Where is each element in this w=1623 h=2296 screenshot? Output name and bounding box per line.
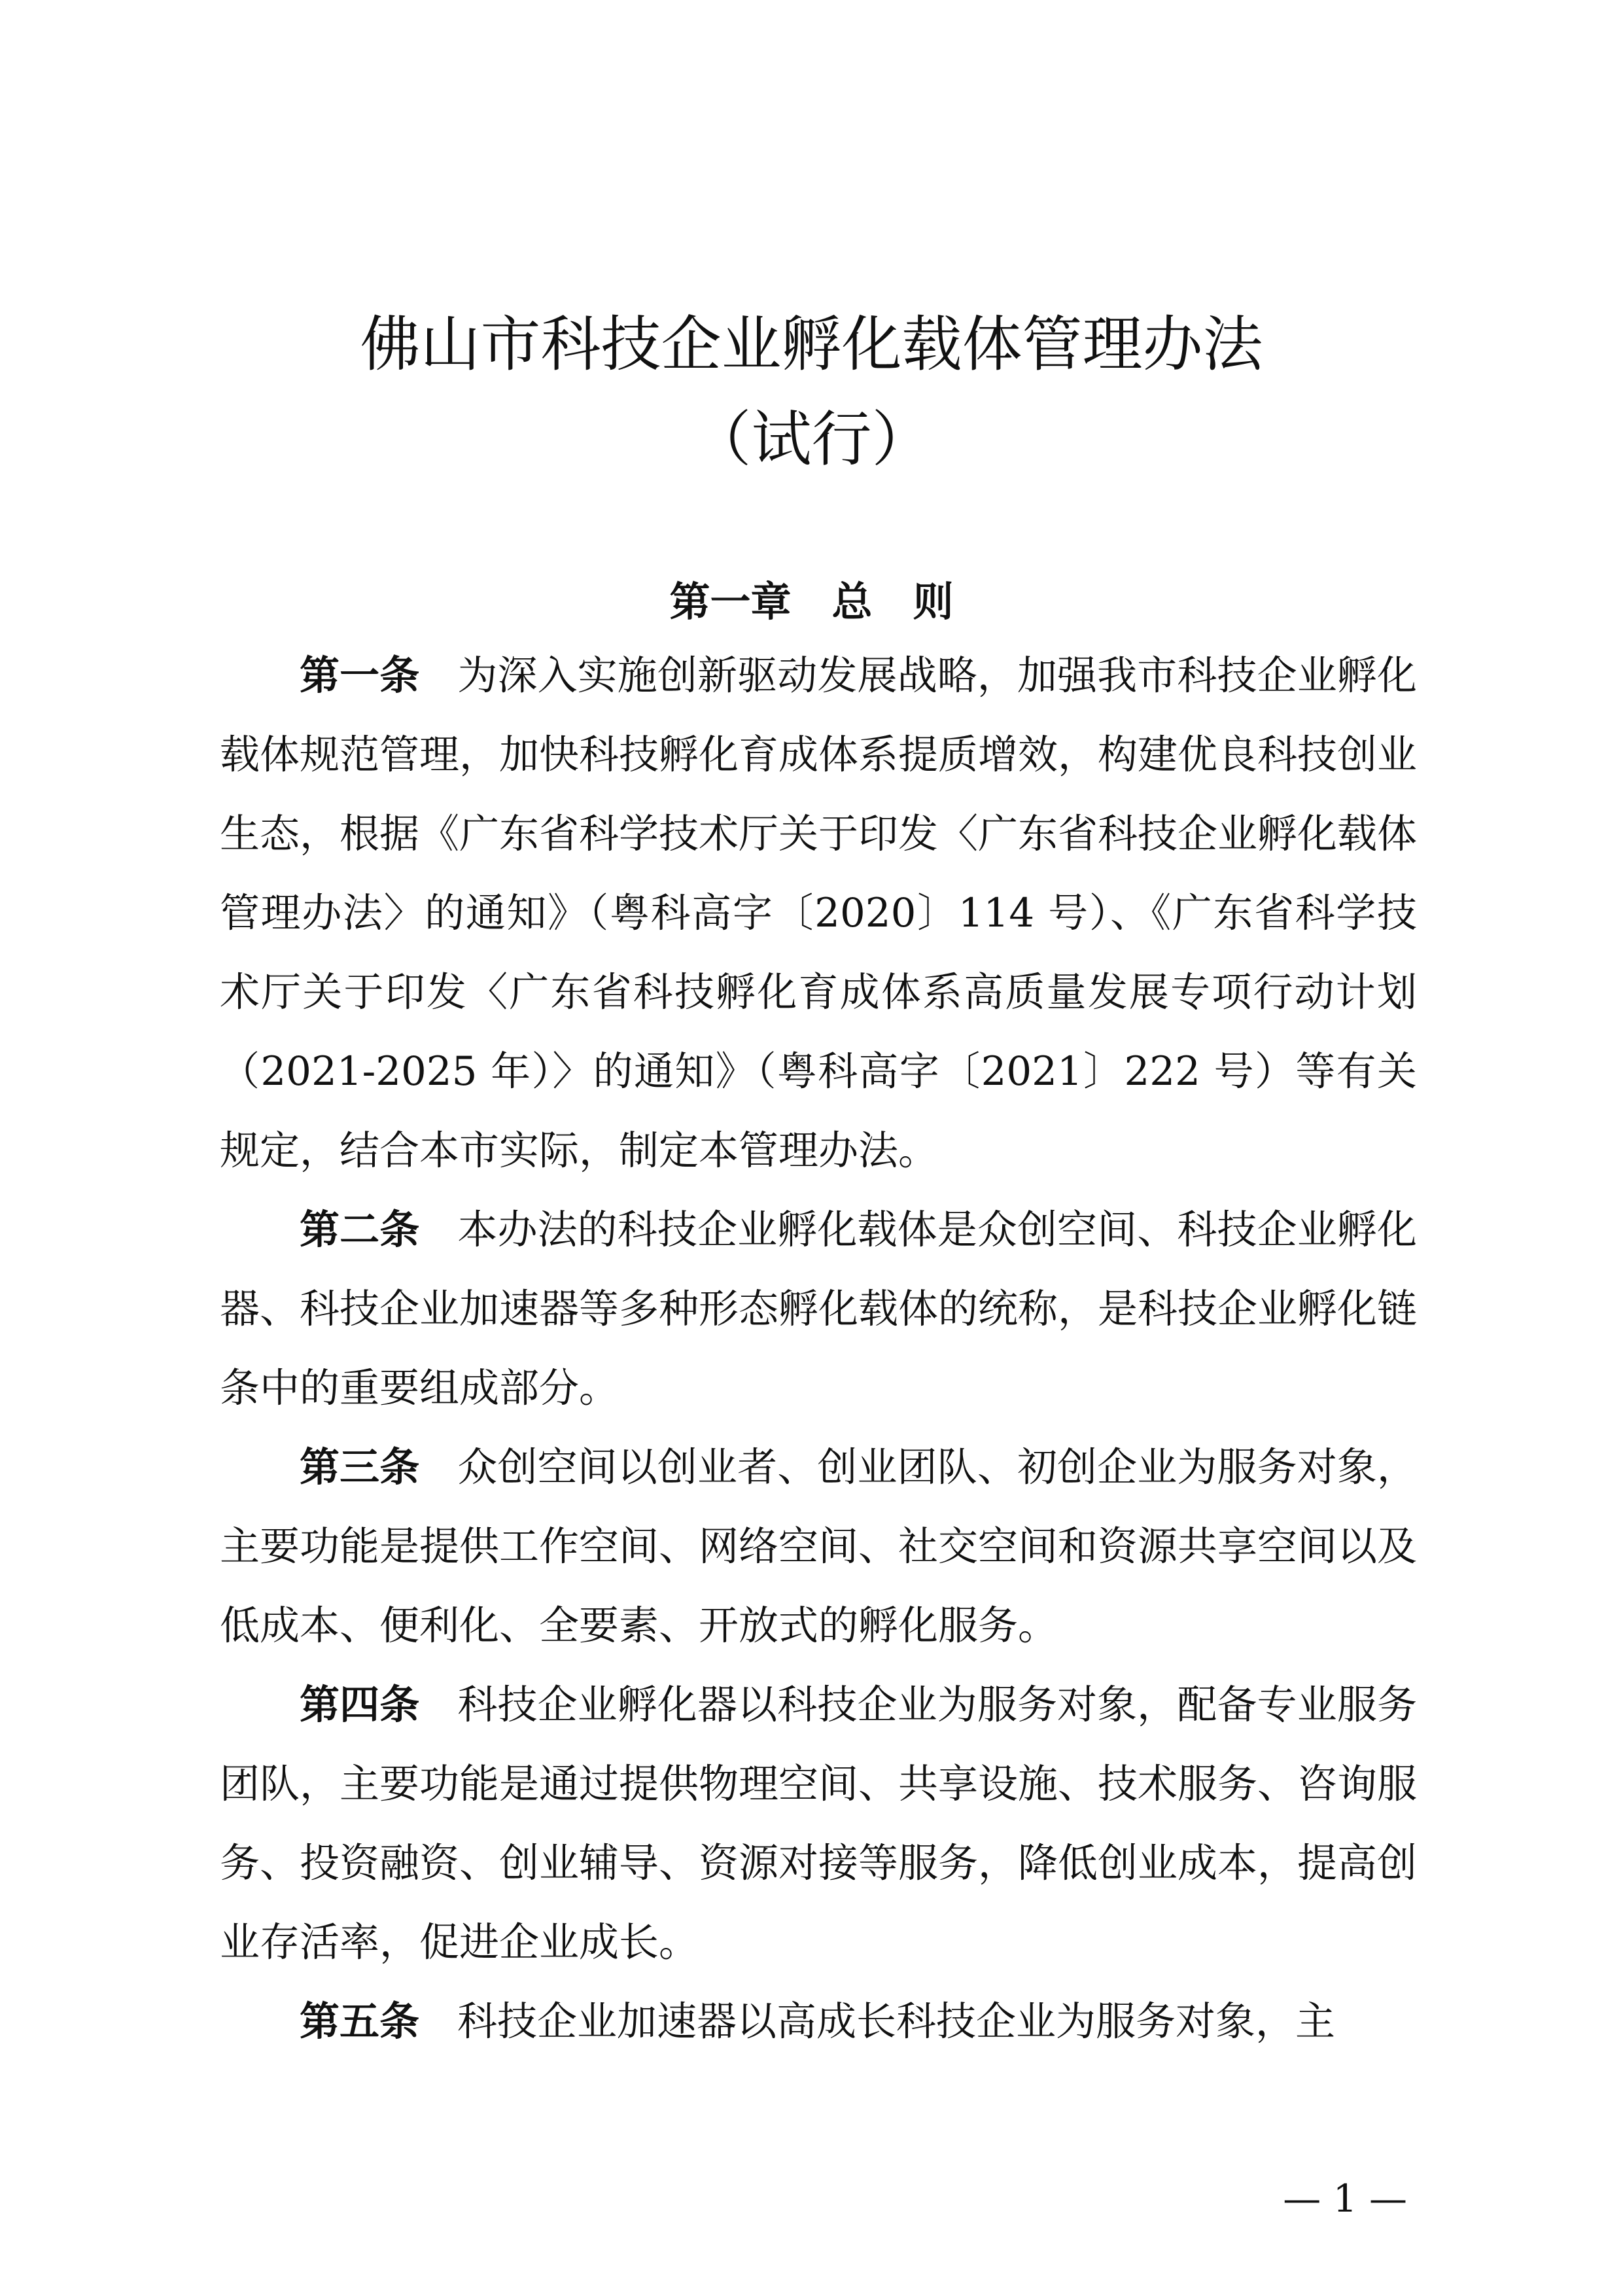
article-text: 科技企业孵化器以科技企业为服务对象，配备专业服务团队，主要功能是通过提供物理空间、共享设施、技术服务、咨询服务、投资融资、创业辅导、资源对接等服务，降低创业成本，提高创业存活率，促进企业成长。 <box>220 1682 1418 1966</box>
document-body <box>220 636 1417 2061</box>
article-label: 第一条 <box>300 652 420 699</box>
article-1 <box>220 636 1417 1190</box>
chapter-heading: 第一章 总 则 <box>669 578 954 626</box>
article-text: 科技企业加速器以高成长科技企业为服务对象，主 <box>457 1998 1336 2045</box>
article-label: 第四条 <box>300 1682 420 1728</box>
page-number: — 1 — <box>1283 2176 1407 2221</box>
article-text: 为深入实施创新驱动发展战略，加强我市科技企业孵化载体规范管理，加快科技孵化育成体系提质增效，构建优良科技创业生态，根据《广东省科学技术厅关于印发〈广东省科技企业孵化载体管理办法〉的通知》（粤科高字〔2020〕114 号）、《广东省科学技术厅关于印发〈广东省科技孵化育成体系高质量发展专项行动计划（2021-2025 年）〉的通知》（粤科高字〔2021〕222 号）等有关规定，结合本市实际，制定本管理办法。 <box>220 652 1418 1174</box>
article-text: 众创空间以创业者、创业团队、初创企业为服务对象，主要功能是提供工作空间、网络空间、社交空间和资源共享空间以及低成本、便利化、全要素、开放式的孵化服务。 <box>220 1444 1418 1649</box>
article-4 <box>220 1665 1417 1982</box>
document-subtitle: （试行） <box>691 404 932 474</box>
article-2 <box>220 1190 1417 1428</box>
article-label: 第五条 <box>300 1998 420 2045</box>
article-3 <box>220 1428 1417 1665</box>
article-label: 第三条 <box>300 1444 420 1491</box>
article-label: 第二条 <box>300 1207 420 1253</box>
article-text: 本办法的科技企业孵化载体是众创空间、科技企业孵化器、科技企业加速器等多种形态孵化载体的统称，是科技企业孵化链条中的重要组成部分。 <box>220 1207 1418 1411</box>
article-5 <box>220 1982 1417 2061</box>
document-title: 佛山市科技企业孵化载体管理办法 <box>360 309 1263 380</box>
